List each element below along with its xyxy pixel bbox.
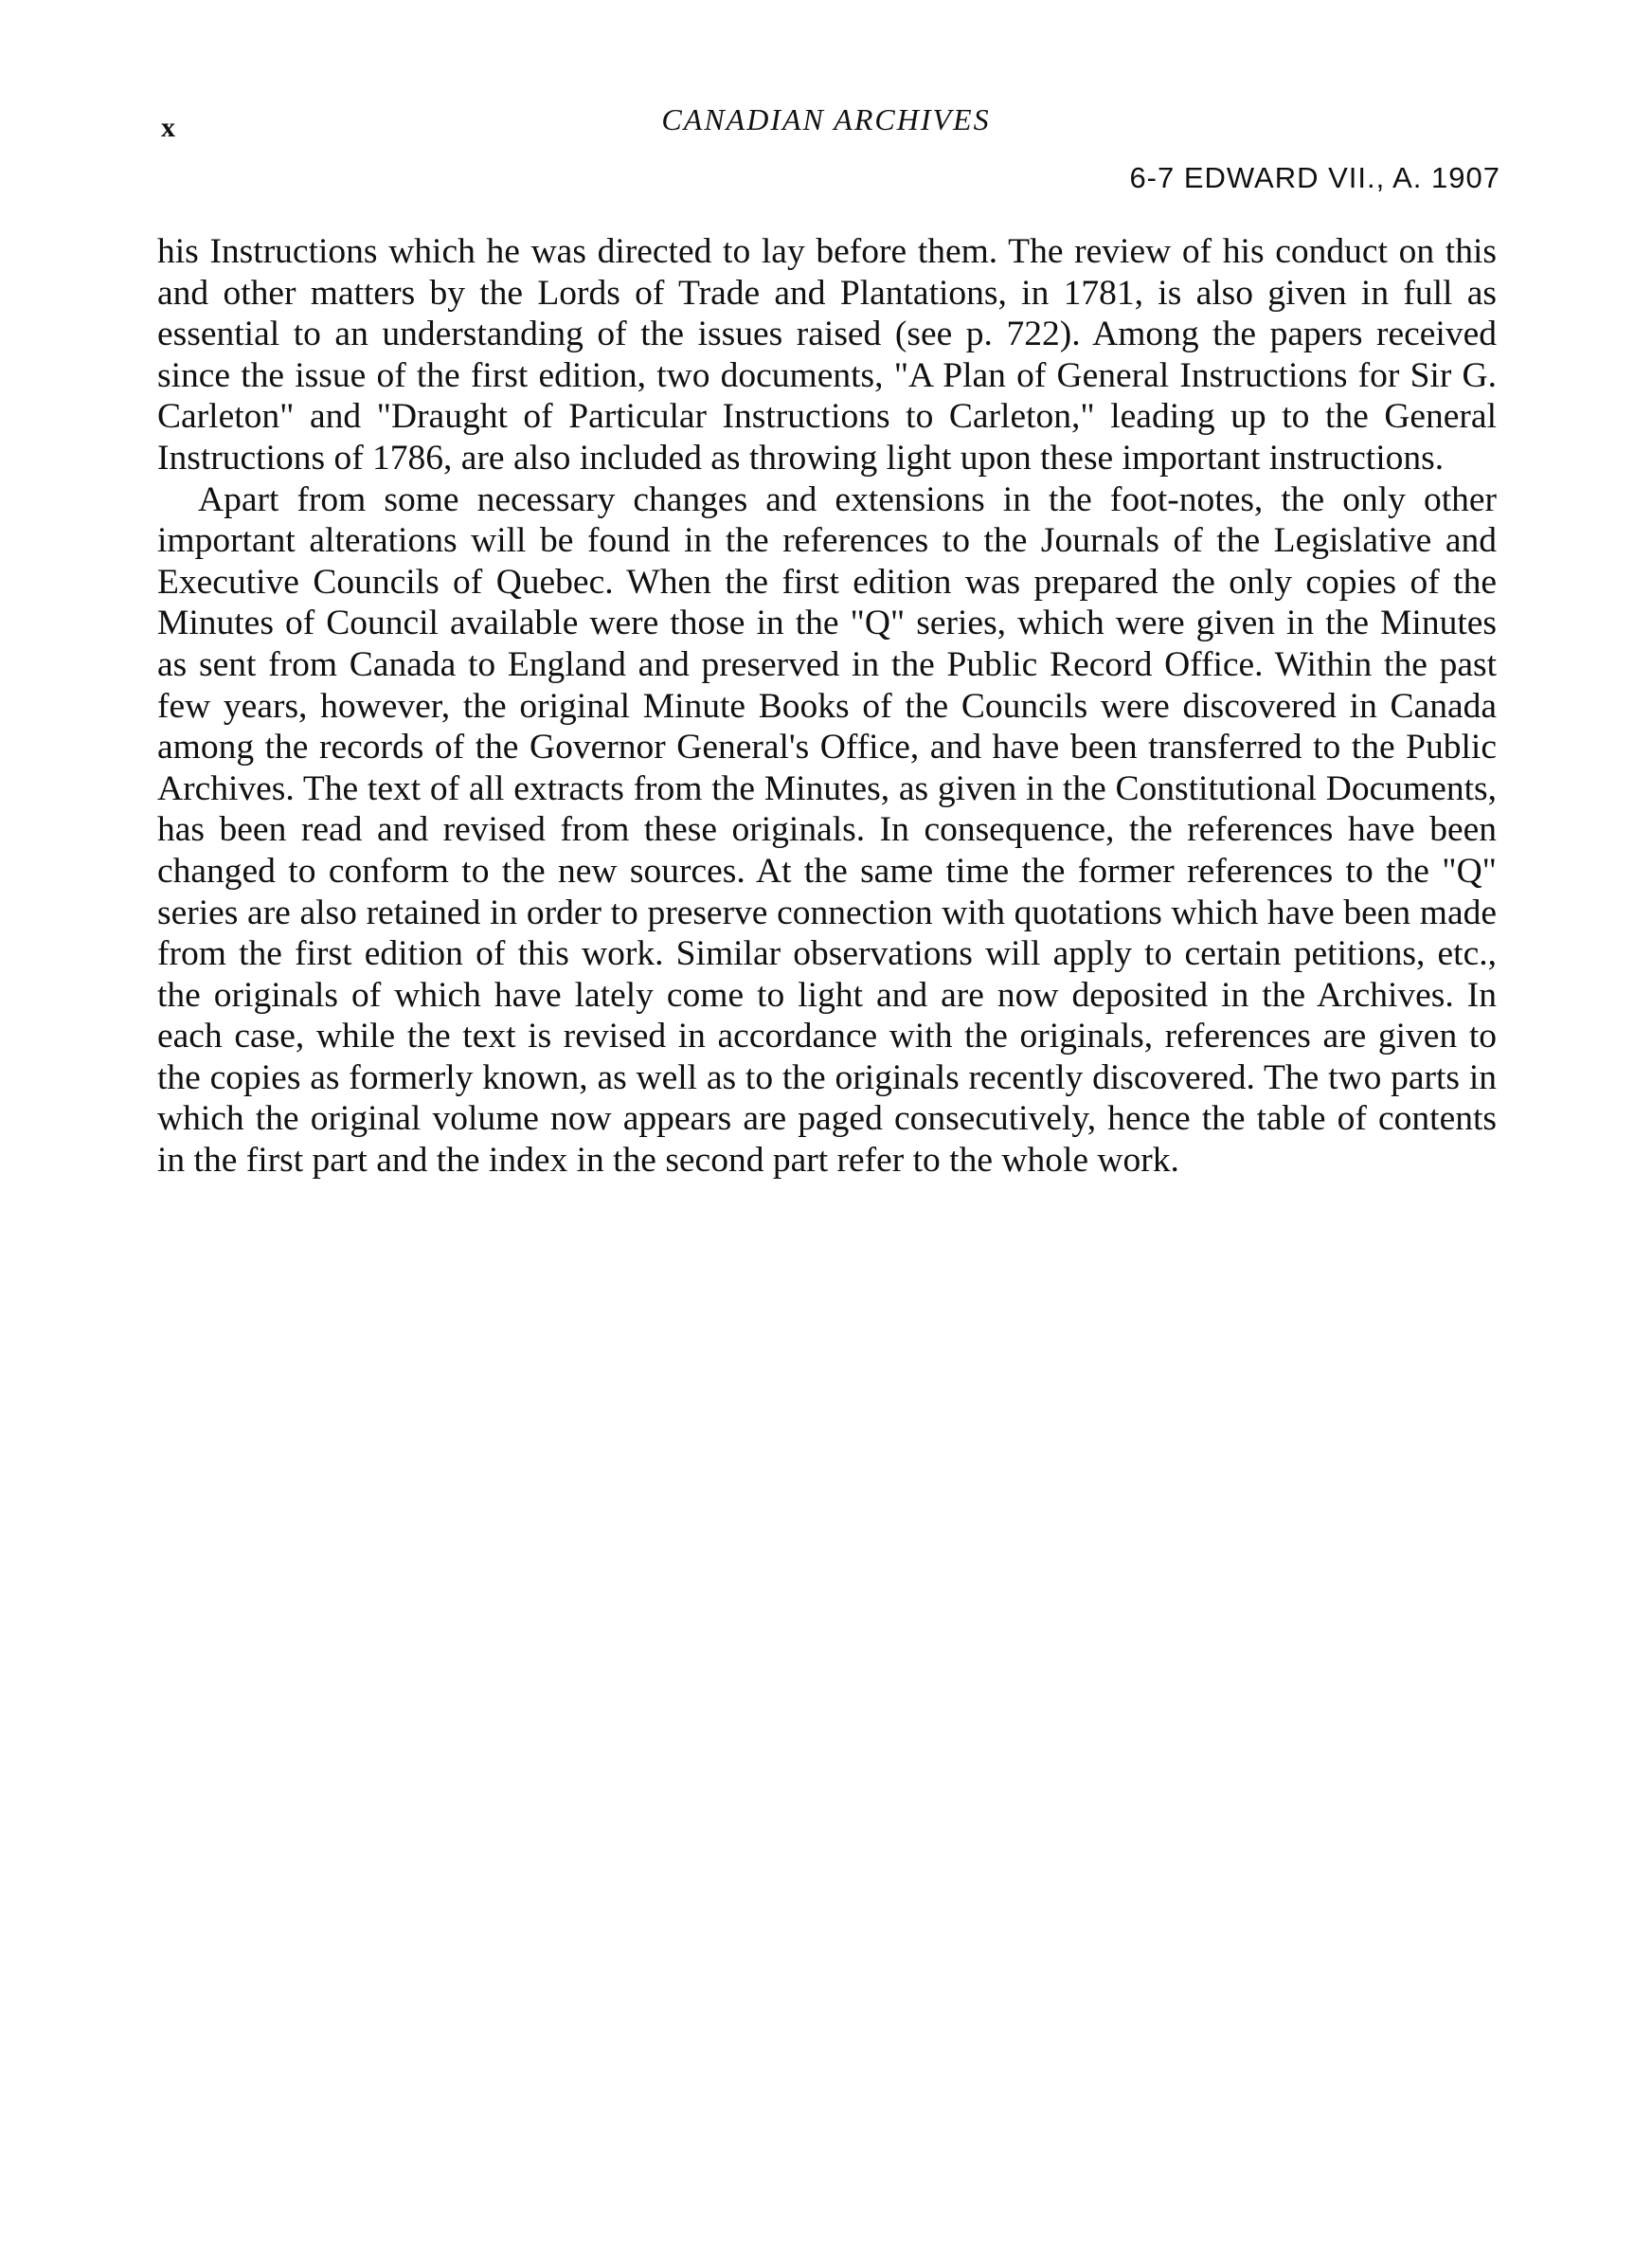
paragraph: Apart from some necessary changes and extensions in the foot-notes, the only other important alterations will be found in the references to the Journals of the Legislative and Executive Councils of Quebec. When the first edition was prepared the only copies of the Minutes of Council available were those in the "Q" series, which were given in the Minutes as sent from Canada to England and preserved in the Public Record Office. Within the past few years, however, the original Minute Books of the Councils were discovered in Canada among the records of the Governor General's Office, and have been transferred to the Public Archives. The text of all extracts from the Minutes, as given in the Constitutional Documents, has been read and revised from these originals. In consequence, the references have been changed to conform to the new sources. At the same time the former references to the "Q" series are also retained in order to preserve connection with quotations which have been made from the first edition of this work. Similar observations will apply to certain petitions, etc., the originals of which have lately come to light and are now deposited in the Archives. In each case, while the text is revised in accordance with the originals, references are given to the copies as formerly known, as well as to the originals recently discovered. The two parts in which the original volume now appears are paged consecutively, hence the table of contents in the first part and the index in the second part refer to the whole work. bbox=[157, 479, 1497, 1181]
session-info: 6-7 EDWARD VII., A. 1907 bbox=[1129, 161, 1500, 194]
paragraph: his Instructions which he was directed to lay before them. The review of his conduct on this and other matters by the Lords of Trade and Plantations, in 1781, is also given in full as essential to an understanding of the issues raised (see p. 722). Among the papers received since the issue of the first edition, two documents, "A Plan of General Instructions for Sir G. Carleton" and "Draught of Particular Instructions to Carleton," leading up to the General Instructions of 1786, are also included as throwing light upon these important instructions. bbox=[157, 232, 1497, 478]
running-head: CANADIAN ARCHIVES bbox=[661, 102, 991, 136]
body-text bbox=[157, 231, 1497, 1182]
page-number: x bbox=[161, 112, 175, 143]
